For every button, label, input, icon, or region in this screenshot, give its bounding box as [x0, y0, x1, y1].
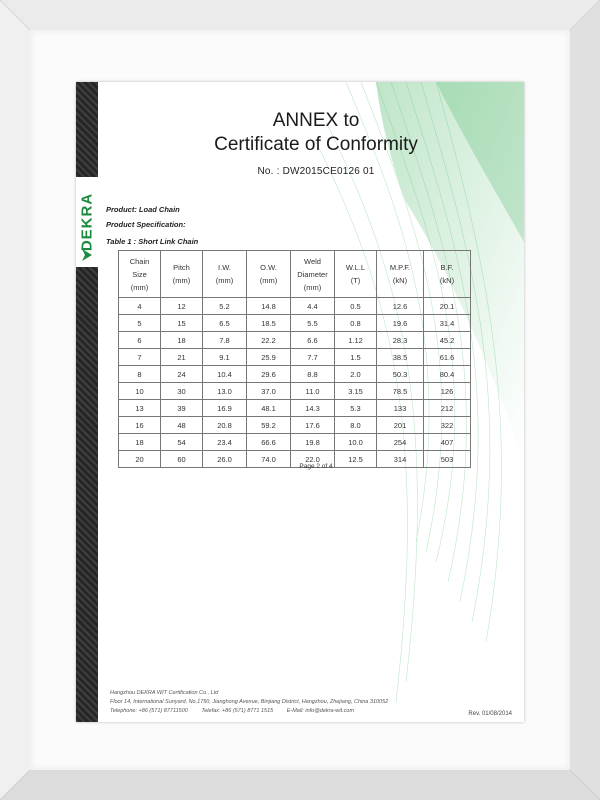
footer-address: Floor 14, International Sunyard, No.1750, Jianghong Avenue, Binjiang District, Hangzhou, Zhejiang, China 310052: [110, 699, 389, 705]
table-row: [119, 332, 471, 349]
table-cell: 8.8: [291, 366, 335, 383]
table-cell: 66.6: [247, 434, 291, 451]
footer-email: E-Mail: info@dekra-wit.com: [286, 708, 355, 714]
table-cell: 19.8: [291, 434, 335, 451]
table-header-cell: [335, 251, 377, 298]
table-caption: Table 1 : Short Link Chain: [106, 237, 199, 246]
table-cell: 50.3: [377, 366, 424, 383]
header-line: Diameter: [297, 269, 328, 279]
table-cell: 23.4: [203, 434, 247, 451]
table-cell: 10: [119, 383, 161, 400]
header-line: O.W.: [260, 263, 277, 272]
table-cell: 20.1: [424, 298, 471, 315]
dekra-arrow-icon: [80, 248, 94, 262]
table-cell: 322: [424, 417, 471, 434]
table-header-cell: [161, 251, 203, 298]
table-cell: 12: [161, 298, 203, 315]
table-cell: 407: [424, 434, 471, 451]
table-cell: 18.5: [247, 315, 291, 332]
table-cell: 10.0: [335, 434, 377, 451]
table-cell: 2.0: [335, 366, 377, 383]
table-header-cell: [203, 251, 247, 298]
page-number: Page 2 of 4: [299, 463, 333, 470]
table-cell: 80.4: [424, 366, 471, 383]
table-cell: 6.6: [291, 332, 335, 349]
short-link-chain-table: [118, 250, 471, 468]
footer-telefax: Telefax: +86 (571) 8771 1515: [201, 708, 274, 714]
table-cell: 7.7: [291, 349, 335, 366]
table-cell: 1.5: [335, 349, 377, 366]
table-cell: 0.8: [335, 315, 377, 332]
table-row: [119, 434, 471, 451]
table-cell: 13: [119, 400, 161, 417]
table-cell: 48: [161, 417, 203, 434]
table-cell: 7: [119, 349, 161, 366]
header-line: (mm): [130, 282, 149, 292]
table-cell: 5.5: [291, 315, 335, 332]
header-line: Chain: [129, 256, 150, 266]
table-cell: 12.5: [335, 451, 377, 468]
table-cell: 60: [161, 451, 203, 468]
table-cell: 17.6: [291, 417, 335, 434]
header-line: (kN): [392, 276, 408, 285]
table-cell: 29.6: [247, 366, 291, 383]
table-cell: 16.9: [203, 400, 247, 417]
table-cell: 314: [377, 451, 424, 468]
table-cell: 8.0: [335, 417, 377, 434]
table-row: [119, 315, 471, 332]
table-cell: 15: [161, 315, 203, 332]
header-line: (mm): [215, 276, 234, 285]
table-cell: 19.6: [377, 315, 424, 332]
table-header-cell: [119, 251, 161, 298]
footer-company: Hangzhou DEKRA WIT Certification Co., Ltd: [110, 690, 219, 696]
table-cell: 1.12: [335, 332, 377, 349]
table-cell: 5.3: [335, 400, 377, 417]
table-cell: 8: [119, 366, 161, 383]
table-cell: 30: [161, 383, 203, 400]
header-line: I.W.: [218, 263, 231, 272]
table-header-cell: [377, 251, 424, 298]
header-line: Weld: [304, 256, 321, 266]
revision-date: Rev. 01/08/2014: [468, 711, 512, 717]
table-row: [119, 400, 471, 417]
product-label: Product: Load Chain: [106, 205, 180, 214]
table-cell: 133: [377, 400, 424, 417]
table-cell: 503: [424, 451, 471, 468]
header-line: (mm): [172, 276, 191, 285]
table-cell: 25.9: [247, 349, 291, 366]
table-cell: 6.5: [203, 315, 247, 332]
table-cell: 6: [119, 332, 161, 349]
header-line: (mm): [303, 282, 322, 292]
table-cell: 28.3: [377, 332, 424, 349]
header-line: (mm): [259, 276, 278, 285]
header-line: Size: [132, 269, 147, 279]
table-cell: 5: [119, 315, 161, 332]
header-line: M.P.F.: [389, 263, 411, 272]
table-cell: 61.6: [424, 349, 471, 366]
table-header-row: [119, 251, 471, 298]
table-row: [119, 298, 471, 315]
table-cell: 45.2: [424, 332, 471, 349]
doc-title-line2: Certificate of Conformity: [214, 134, 418, 155]
table-row: [119, 366, 471, 383]
table-cell: 212: [424, 400, 471, 417]
table-cell: 18: [119, 434, 161, 451]
table-header-cell: [424, 251, 471, 298]
product-specification-label: Product Specification:: [106, 220, 186, 229]
table-cell: 254: [377, 434, 424, 451]
table-row: [119, 417, 471, 434]
table-cell: 38.5: [377, 349, 424, 366]
table-cell: 26.0: [203, 451, 247, 468]
table-cell: 14.8: [247, 298, 291, 315]
table-cell: 22.0: [291, 451, 335, 468]
table-cell: 22.2: [247, 332, 291, 349]
table-cell: 9.1: [203, 349, 247, 366]
table-cell: 126: [424, 383, 471, 400]
footer: [110, 689, 388, 716]
table-cell: 201: [377, 417, 424, 434]
footer-telephone: Telephone: +86 (571) 87711500: [110, 708, 188, 714]
table-cell: 13.0: [203, 383, 247, 400]
header-line: (T): [350, 276, 361, 285]
doc-title-line1: ANNEX to: [272, 110, 360, 131]
table-cell: 39: [161, 400, 203, 417]
table-cell: 74.0: [247, 451, 291, 468]
table-cell: 12.6: [377, 298, 424, 315]
header-line: B.F.: [440, 263, 454, 272]
table-cell: 24: [161, 366, 203, 383]
table-cell: 14.3: [291, 400, 335, 417]
header-line: W.L.L: [345, 263, 366, 272]
table-row: [119, 383, 471, 400]
table-cell: 16: [119, 417, 161, 434]
table-cell: 20.8: [203, 417, 247, 434]
table-cell: 0.5: [335, 298, 377, 315]
table-cell: 48.1: [247, 400, 291, 417]
table-cell: 5.2: [203, 298, 247, 315]
table-cell: 7.8: [203, 332, 247, 349]
table-header-cell: [247, 251, 291, 298]
header-line: Pitch: [173, 263, 190, 272]
table-cell: 4: [119, 298, 161, 315]
certificate-number: No. : DW2015CE0126 01: [257, 166, 375, 177]
table-cell: 59.2: [247, 417, 291, 434]
table-cell: 54: [161, 434, 203, 451]
header-line: (kN): [439, 276, 455, 285]
table-cell: 11.0: [291, 383, 335, 400]
certificate-sheet: [76, 82, 524, 722]
table-header-cell: [291, 251, 335, 298]
table-row: [119, 349, 471, 366]
table-cell: 20: [119, 451, 161, 468]
table-cell: 10.4: [203, 366, 247, 383]
dekra-logo-text: DEKRA: [78, 192, 96, 252]
table-cell: 31.4: [424, 315, 471, 332]
table-cell: 78.5: [377, 383, 424, 400]
table-cell: 37.0: [247, 383, 291, 400]
table-cell: 4.4: [291, 298, 335, 315]
table-cell: 18: [161, 332, 203, 349]
table-cell: 3.15: [335, 383, 377, 400]
footer-contacts: [110, 707, 388, 716]
table-cell: 21: [161, 349, 203, 366]
table-body: [119, 298, 471, 468]
